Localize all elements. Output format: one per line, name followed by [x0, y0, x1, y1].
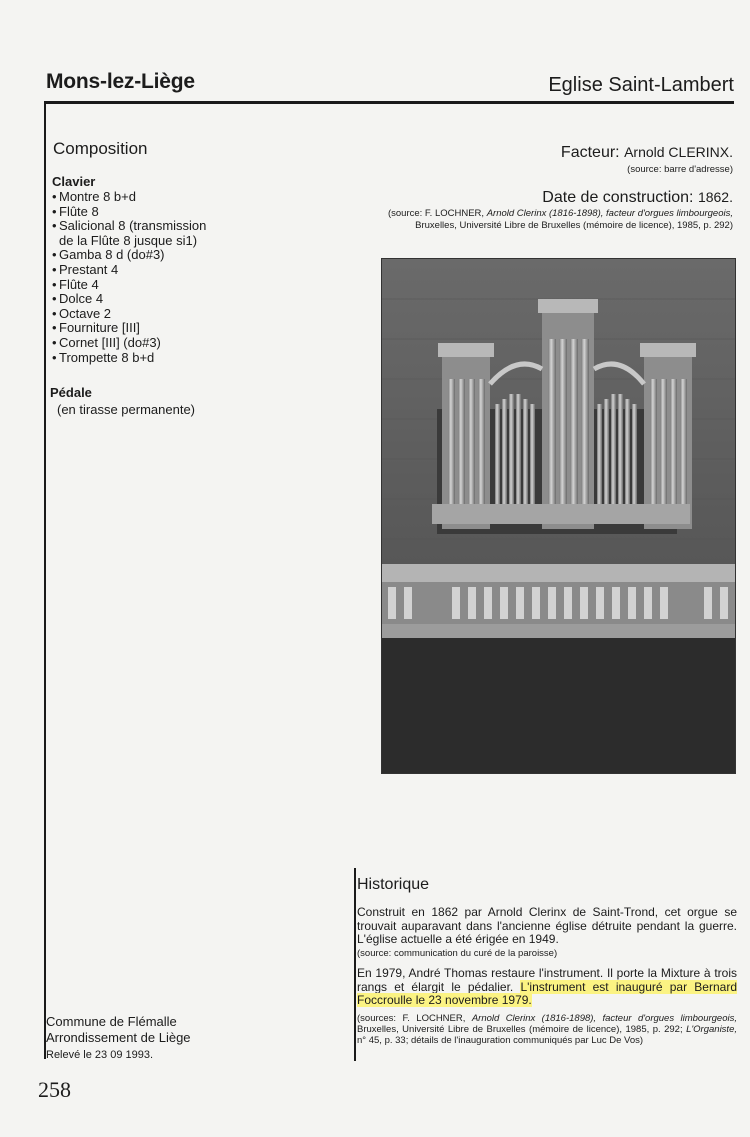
- list-item: • Flûte 8: [52, 203, 99, 219]
- date-value: 1862.: [697, 189, 733, 205]
- header-rule: [44, 101, 734, 104]
- facteur-line: [561, 144, 733, 162]
- list-item: • Dolce 4: [52, 291, 104, 307]
- organ-illustration: [382, 259, 735, 773]
- date-label: Date de construction:: [542, 189, 694, 206]
- list-item: • Cornet [III] (do#3): [52, 334, 161, 350]
- historique-source-1: (source: communication du curé de la paroisse): [357, 948, 558, 959]
- historique-source-2: (sources: F. LOCHNER, Arnold Clerinx (1816-1898), facteur d'orgues limbourgeois, Bruxelles, Université Libre de Bruxelles (mémoire de licence), 1985, p. 292; L'Organiste, n° 45, p. 33; détails de l'inauguration communiqués par Luc De Vos): [357, 1013, 738, 1046]
- left-rule: [44, 101, 46, 1059]
- page-number: 258: [38, 1077, 71, 1102]
- facteur-source: (source: barre d'adresse): [627, 164, 733, 175]
- date-line: [542, 189, 733, 207]
- list-item: • Octave 2: [52, 305, 112, 321]
- list-item: • Gamba 8 d (do#3): [52, 247, 165, 263]
- historique-rule: [354, 868, 356, 1061]
- composition-title: Composition: [53, 139, 148, 158]
- list-item: • Fourniture [III]: [52, 320, 140, 336]
- historique-paragraph-1: Construit en 1862 par Arnold Clerinx de Saint-Trond, cet orgue se trouvait auparavant dans l'ancienne église détruite pendant la guerre. L'église actuelle a été érigée en 1949.: [357, 905, 737, 947]
- facteur-value: Arnold CLERINX.: [624, 144, 733, 160]
- list-item: • Prestant 4: [52, 261, 119, 277]
- facteur-label: Facteur:: [560, 144, 620, 161]
- commune: Commune de Flémalle: [46, 1014, 177, 1029]
- list-item: • Flûte 4: [52, 276, 99, 292]
- highlighted-text: L'instrument est inauguré par Bernard Foccroulle le 23 novembre 1979.: [357, 979, 737, 1008]
- list-item: • Salicional 8 (transmission: [52, 218, 207, 234]
- survey-date: Relevé le 23 09 1993.: [46, 1049, 154, 1061]
- page-title: Mons-lez-Liège: [46, 70, 195, 93]
- commune-info: [46, 1014, 191, 1046]
- stop-list: [52, 190, 206, 365]
- church-name: Eglise Saint-Lambert: [548, 74, 734, 96]
- list-item: • Montre 8 b+d: [52, 189, 136, 204]
- clavier-heading: Clavier: [52, 174, 96, 189]
- arrondissement: Arrondissement de Liège: [46, 1030, 191, 1045]
- historique-paragraph-2: En 1979, André Thomas restaure l'instrument. Il porte la Mixture à trois rangs et élargit le pédalier. L'instrument est inauguré par Bernard Foccroulle le 23 novembre 1979.: [357, 966, 737, 1008]
- organ-photo: [381, 258, 736, 774]
- pedale-heading: Pédale: [50, 385, 92, 400]
- list-item: de la Flûte 8 jusque si1): [59, 232, 198, 248]
- historique-title: Historique: [357, 876, 430, 893]
- pedale-text: (en tirasse permanente): [57, 402, 196, 417]
- list-item: • Trompette 8 b+d: [52, 349, 155, 365]
- date-source: (source: F. LOCHNER, Arnold Clerinx (1816-1898), facteur d'orgues limbourgeois, Bruxelles, Université Libre de Bruxelles (mémoire de licence), 1985, p. 292): [387, 208, 733, 231]
